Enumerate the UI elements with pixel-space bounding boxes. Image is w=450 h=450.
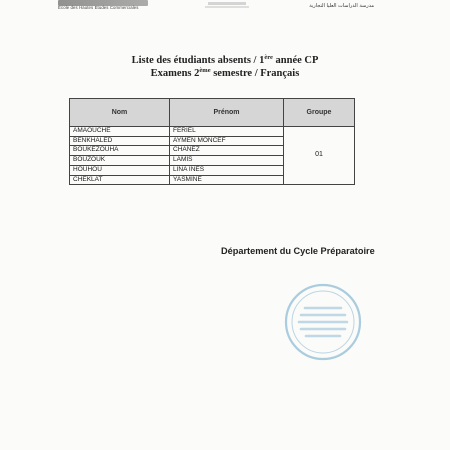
cell-nom: CHEKLAT (70, 175, 170, 185)
title-line-1 (0, 55, 450, 68)
table-row (70, 127, 355, 137)
cell-nom: HOUHOU (70, 165, 170, 175)
school-name-arabic: مدرسة الدراسات العليا التجارية (309, 3, 374, 9)
cell-prenom: FERIEL (170, 127, 284, 137)
cell-nom: BOUKEZOUHA (70, 146, 170, 156)
header-center-mark-2 (205, 6, 249, 8)
cell-prenom: YASMINE (170, 175, 284, 185)
cell-prenom: LINA INES (170, 165, 284, 175)
cell-nom: BENKHALED (70, 136, 170, 146)
title-line-2-tail: semestre / Français (210, 67, 300, 79)
header-groupe: Groupe (284, 99, 355, 127)
header-prenom: Prénom (170, 99, 284, 127)
absent-students-table (69, 98, 355, 185)
cell-prenom: LAMIS (170, 156, 284, 166)
title-line-2 (0, 68, 450, 81)
department-signature: Département du Cycle Préparatoire (221, 246, 375, 256)
header-nom: Nom (70, 99, 170, 127)
title-line-2-sup: ème (199, 66, 211, 74)
cell-prenom: AYMEN MONCEF (170, 136, 284, 146)
official-stamp (283, 282, 363, 362)
title-line-2-text: Examens 2 (150, 67, 200, 79)
title-line-1-text: Liste des étudiants absents / 1 (131, 55, 265, 66)
school-name: Ecole des Hautes Etudes Commerciales (58, 5, 139, 10)
title-line-1-sup: ère (264, 54, 273, 61)
table-header-row (70, 99, 355, 127)
cell-prenom: CHANEZ (170, 146, 284, 156)
document-title (0, 55, 450, 80)
cell-nom: AMAOUCHE (70, 127, 170, 137)
title-line-1-tail: année CP (272, 55, 319, 66)
cell-nom: BOUZOUK (70, 156, 170, 166)
header-center-mark (208, 2, 246, 5)
cell-groupe: 01 (284, 127, 355, 185)
